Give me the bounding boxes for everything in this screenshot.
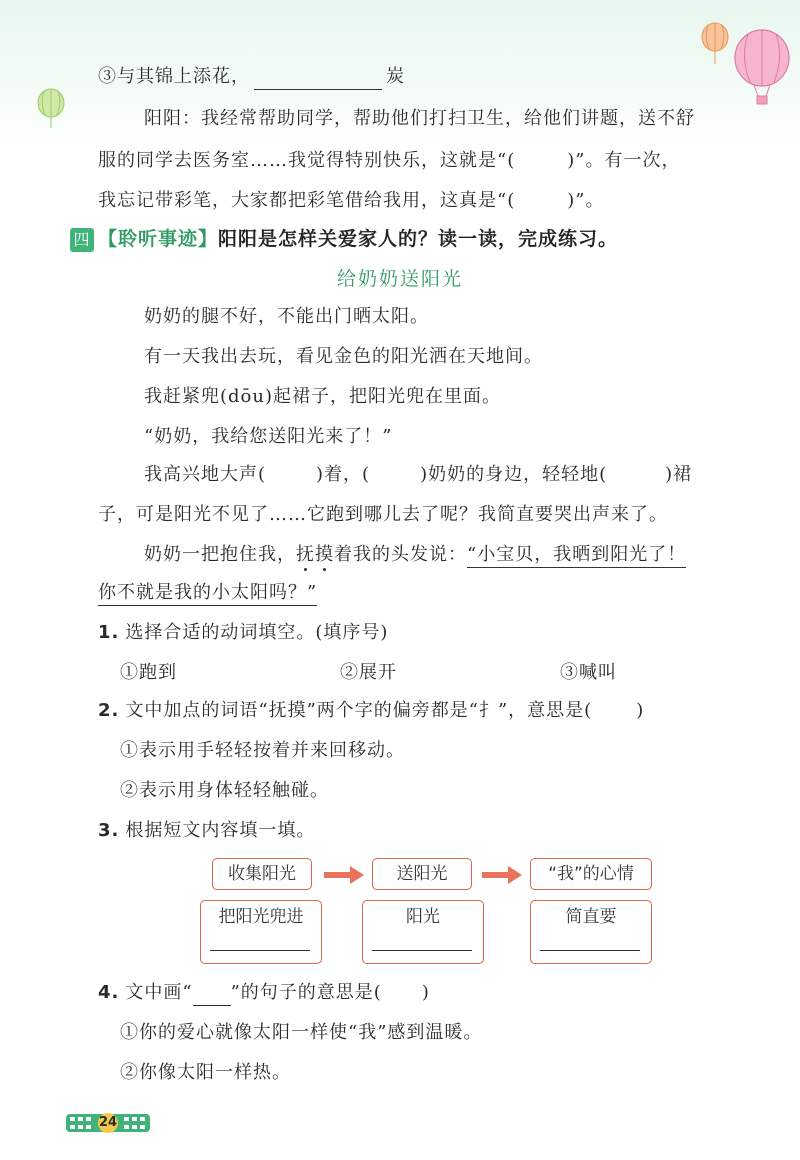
q1-option-2: ②展开 — [340, 662, 397, 683]
story-p6-a: 奶奶一把抱住我， — [144, 544, 296, 565]
q4 — [98, 980, 430, 1006]
q4-close: ) — [421, 982, 430, 1003]
para1-text3b: )”。 — [567, 190, 605, 211]
q4-opt1 — [120, 1020, 482, 1046]
story-p6-b: 着我的头发说： — [334, 544, 467, 565]
flow-arrow-2-icon — [482, 866, 522, 884]
flow-arrow-1-icon — [324, 866, 364, 884]
story-p5-d: )裙 — [665, 464, 693, 485]
q2-option-1: ①表示用手轻轻按着并来回移动。 — [120, 740, 405, 761]
q2 — [98, 698, 644, 724]
q2-close: ) — [636, 700, 645, 721]
q2-opt1 — [120, 738, 405, 764]
para1-text1: 阳阳：我经常帮助同学，帮助他们打扫卫生，给他们讲题，送不舒 — [144, 108, 695, 129]
story-p5-c: )奶奶的身边，轻轻地( — [420, 464, 608, 485]
q4-opt2 — [120, 1060, 291, 1086]
q2-number: 2. — [98, 700, 120, 721]
q1 — [98, 620, 388, 646]
q3 — [98, 818, 315, 844]
q3-text: 根据短文内容填一填。 — [125, 820, 316, 841]
q4-option-1: ①你的爱心就像太阳一样使“我”感到温暖。 — [120, 1022, 483, 1043]
q1-option-1: ①跑到 — [120, 662, 177, 683]
section-tag: 【聆听事迹】 — [98, 228, 219, 250]
story-p4 — [144, 424, 392, 450]
flow-cell-mood — [530, 900, 652, 964]
story-p5-b: )着，( — [316, 464, 371, 485]
page-number: 24 — [98, 1115, 118, 1130]
flow-blank-mood[interactable] — [540, 950, 640, 951]
flow-cell-collect-text: 把阳光兜进 — [218, 907, 304, 927]
para1-text3a: 我忘记带彩笔，大家都把彩笔借给我用，这真是“( — [98, 190, 516, 211]
page-number-badge — [66, 1112, 150, 1134]
para1-line3 — [98, 188, 604, 214]
flow-cell-send — [362, 900, 484, 964]
para1-text2b: )”。有一次， — [567, 150, 681, 171]
flow-header-mood: “我”的心情 — [530, 858, 652, 890]
q1-opt2 — [340, 660, 397, 686]
item3-end: 炭 — [386, 66, 405, 87]
story-p1-text: 奶奶的腿不好，不能出门晒太阳。 — [144, 306, 429, 327]
story-p5-line2-text: 子，可是阳光不见了……它跑到哪儿去了呢？我简直要哭出声来了。 — [98, 504, 668, 525]
q4-text-a: 文中画“ — [125, 982, 193, 1003]
story-p6-line2 — [98, 580, 317, 606]
story-p3 — [144, 384, 501, 410]
q1-opt1 — [120, 660, 177, 686]
story-p3-text: 我赶紧兜(dōu)起裙子，把阳光兜在里面。 — [144, 386, 501, 407]
para1-line2 — [98, 148, 680, 174]
q4-text-b: ”的句子的意思是( — [230, 982, 382, 1003]
story-p4-text: “奶奶，我给您送阳光来了！” — [144, 426, 393, 447]
flow-blank-send[interactable] — [372, 950, 472, 951]
pink-balloon-icon — [732, 28, 792, 108]
underlined-quote-1: “小宝贝，我晒到阳光了！ — [467, 544, 686, 568]
story-p5 — [144, 462, 692, 488]
story-p1 — [144, 304, 429, 330]
story-p2 — [144, 344, 543, 370]
small-balloon-icon — [36, 88, 66, 130]
flow-header-collect: 收集阳光 — [212, 858, 312, 890]
story-p5-a: 我高兴地大声( — [144, 464, 267, 485]
story-p6 — [144, 542, 686, 568]
flow-blank-collect[interactable] — [210, 950, 310, 951]
q1-option-3: ③喊叫 — [560, 662, 617, 683]
para1-text2a: 服的同学去医务室……我觉得特别快乐，这就是“( — [98, 150, 516, 171]
dotted-char-2: 摸 — [315, 544, 334, 565]
section4-header — [70, 226, 618, 252]
q1-number: 1. — [98, 622, 120, 643]
q4-underline-sample — [193, 985, 231, 1006]
flow-header-send: 送阳光 — [372, 858, 472, 890]
item3-line — [98, 64, 405, 90]
underlined-quote-2: 你不就是我的小太阳吗？” — [98, 582, 317, 606]
q4-option-2: ②你像太阳一样热。 — [120, 1062, 291, 1083]
q2-option-2: ②表示用身体轻轻触碰。 — [120, 780, 329, 801]
para1-line1 — [144, 106, 695, 132]
section-number-badge: 四 — [70, 228, 94, 252]
q1-opt3 — [560, 660, 617, 686]
flow-cell-mood-text: 简直要 — [565, 907, 617, 927]
item3-blank[interactable] — [254, 69, 382, 90]
story-p5-line2 — [98, 502, 668, 528]
q3-number: 3. — [98, 820, 120, 841]
q2-text: 文中加点的词语“抚摸”两个字的偏旁都是“扌”，意思是( — [125, 700, 593, 721]
q1-text: 选择合适的动词填空。(填序号) — [125, 622, 389, 643]
dotted-char-1: 抚 — [296, 544, 315, 565]
flow-cell-send-text: 阳光 — [406, 907, 440, 927]
q4-number: 4. — [98, 982, 120, 1003]
section-title: 阳阳是怎样关爱家人的？读一读，完成练习。 — [218, 228, 619, 250]
flow-cell-collect — [200, 900, 322, 964]
story-title: 给奶奶送阳光 — [336, 268, 463, 290]
orange-balloon-icon — [700, 22, 730, 66]
item3-text: ③与其锦上添花， — [98, 66, 250, 87]
q2-opt2 — [120, 778, 329, 804]
story-p2-text: 有一天我出去玩，看见金色的阳光洒在天地间。 — [144, 346, 543, 367]
